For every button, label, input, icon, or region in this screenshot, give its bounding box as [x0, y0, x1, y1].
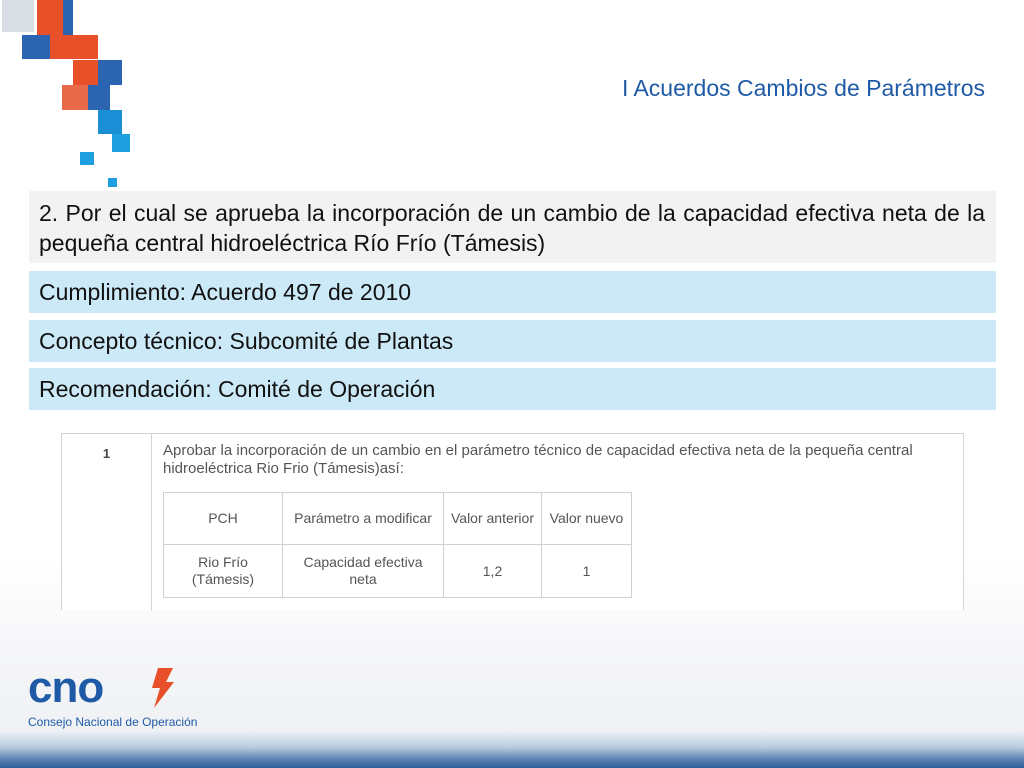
header-cell: PCH: [164, 493, 283, 545]
table-cell: Capacidad efectiva neta: [283, 545, 444, 598]
document-excerpt: [61, 433, 964, 610]
table-row: [164, 545, 632, 598]
lightning-bolt-icon: [152, 668, 174, 708]
technical-concept-box: Concepto técnico: Subcomité de Plantas: [29, 320, 996, 362]
excerpt-text: Aprobar la incorporación de un cambio en el parámetro técnico de capacidad efectiva neta de la pequeña central hidroeléctrica Rio Frio (Támesis)así:: [163, 442, 913, 477]
logo-subtitle: Consejo Nacional de Operación: [28, 715, 198, 729]
table-cell: Rio Frío (Támesis): [164, 545, 283, 598]
slide-title: I Acuerdos Cambios de Parámetros: [621, 75, 985, 101]
footer-band: [0, 730, 1024, 768]
excerpt-number: 1: [62, 434, 152, 611]
logo-wordmark: cno: [28, 668, 104, 712]
table-cell: 1: [542, 545, 632, 598]
agreement-statement: 2. Por el cual se aprueba la incorporación de un cambio de la capacidad efectiva neta de la pequeña central hidroeléctrica Río Frío (Támesis): [29, 191, 996, 263]
recommendation-box: Recomendación: Comité de Operación: [29, 368, 996, 410]
header-cell: Valor anterior: [444, 493, 542, 545]
table-cell: 1,2: [444, 545, 542, 598]
compliance-box: Cumplimiento: Acuerdo 497 de 2010: [29, 271, 996, 313]
parameter-table: [163, 492, 632, 598]
table-header-row: [164, 493, 632, 545]
header-cell: Valor nuevo: [542, 493, 632, 545]
cno-logo: [28, 668, 178, 712]
header-cell: Parámetro a modificar: [283, 493, 444, 545]
